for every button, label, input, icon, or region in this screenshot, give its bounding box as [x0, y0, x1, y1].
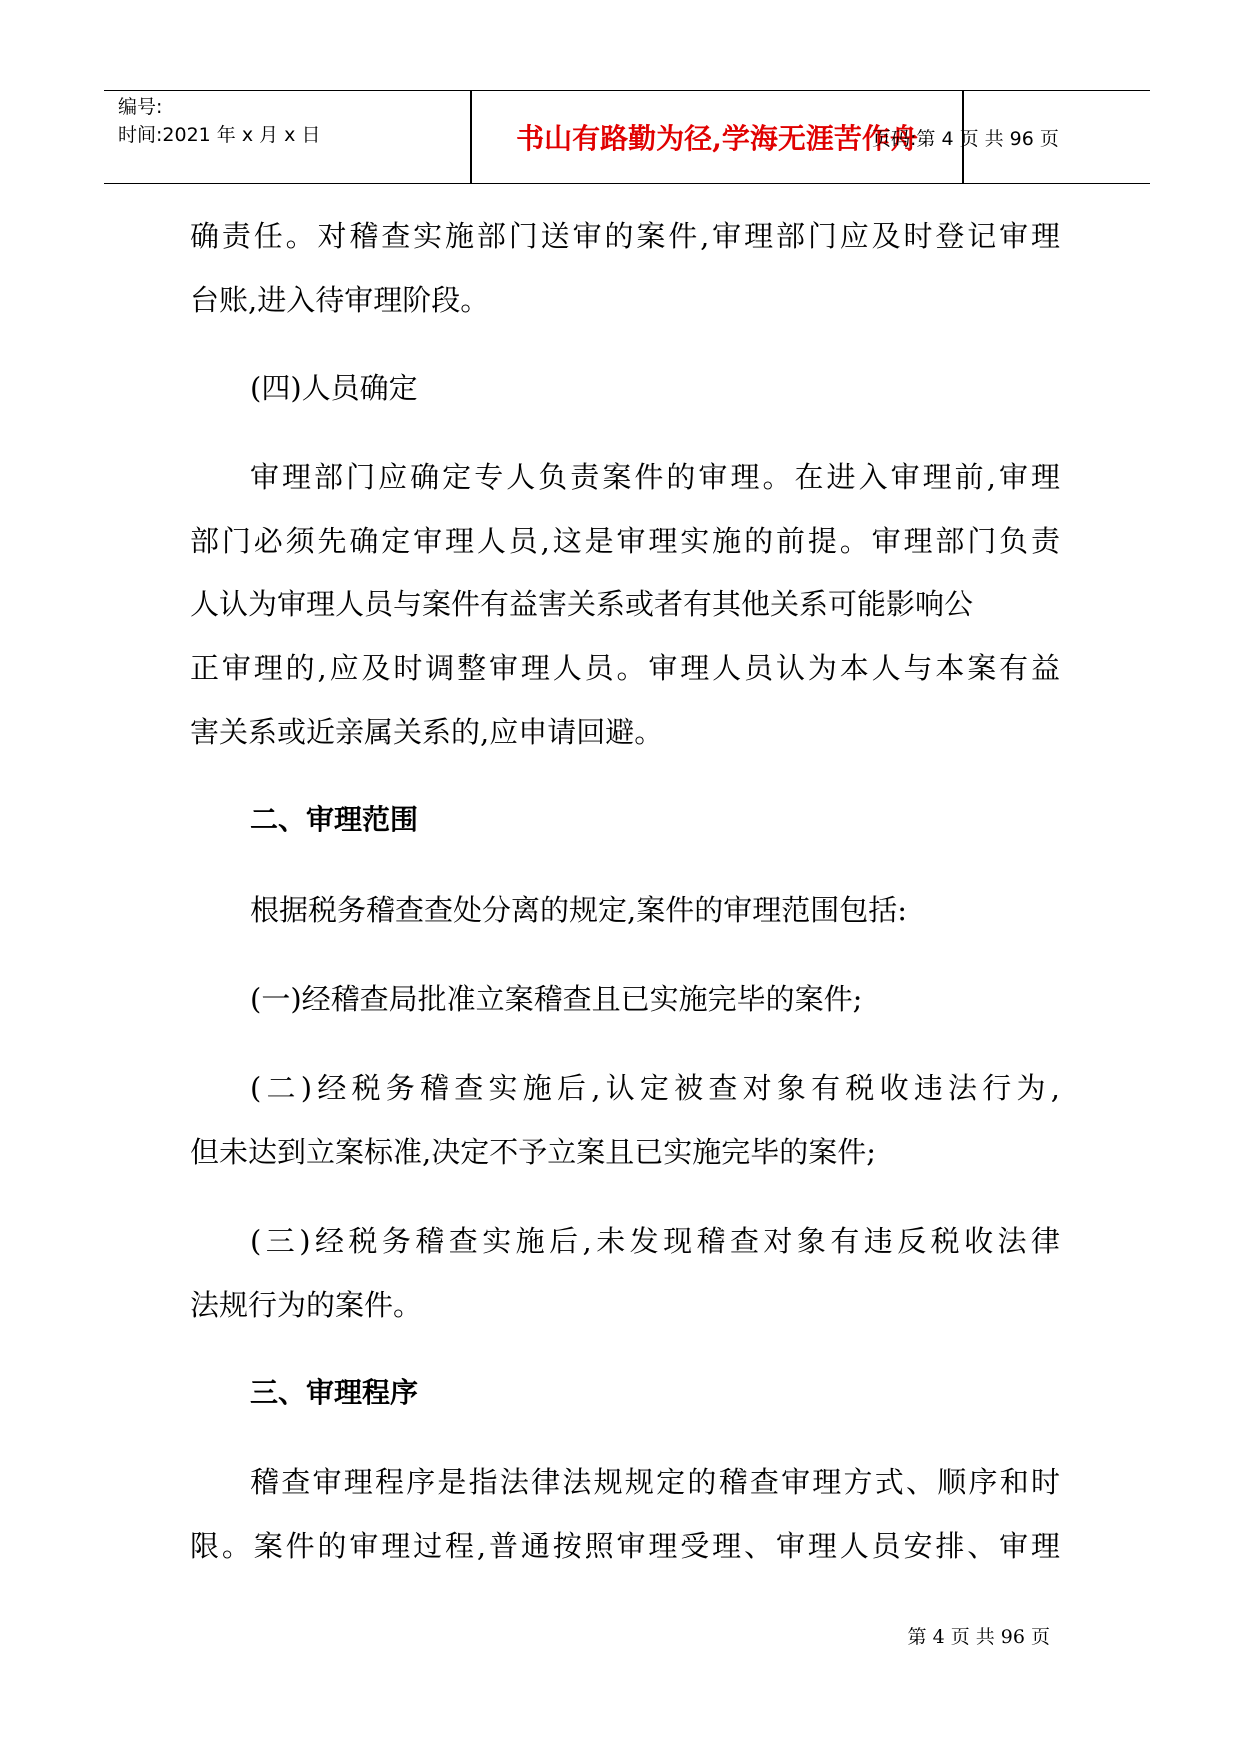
number-label: 编号:	[118, 96, 163, 118]
body-line: 根据税务稽查查处分离的规定,案件的审理范围包括:	[250, 893, 907, 927]
body-line: 部门必须先确定审理人员,这是审理实施的前提。审理部门负责	[190, 524, 1060, 558]
body-line: (三)经税务稽查实施后,未发现稽查对象有违反税收法律	[250, 1224, 1060, 1258]
body-line: (一)经稽查局批准立案稽查且已实施完毕的案件;	[250, 982, 863, 1016]
section-heading: 三、审理程序	[250, 1376, 419, 1409]
body-line: 正审理的,应及时调整审理人员。审理人员认为本人与本案有益	[190, 651, 1060, 685]
time-label: 时间:2021 年 x 月 x 日	[118, 124, 321, 146]
body-line: 害关系或近亲属关系的,应申请回避。	[190, 715, 664, 749]
subheading: (四)人员确定	[250, 371, 418, 405]
body-line: 确责任。对稽查实施部门送审的案件,审理部门应及时登记审理	[190, 219, 1060, 253]
body-line: 法规行为的案件。	[190, 1288, 423, 1322]
body-line: 台账,进入待审理阶段。	[190, 283, 490, 317]
page-footer: 第 4 页 共 96 页	[907, 1626, 1050, 1648]
body-line: 稽查审理程序是指法律法规规定的稽查审理方式、顺序和时	[250, 1465, 1060, 1499]
body-line: 但未达到立案标准,决定不予立案且已实施完毕的案件;	[190, 1135, 876, 1169]
page-header	[104, 90, 1150, 184]
body-line: 限。案件的审理过程,普通按照审理受理、审理人员安排、审理	[190, 1529, 1060, 1563]
header-meta	[118, 93, 320, 149]
body-line: 人认为审理人员与案件有益害关系或者有其他关系可能影响公	[190, 587, 974, 621]
section-heading: 二、审理范围	[250, 803, 419, 836]
header-motto: 书山有路勤为径,学海无涯苦作舟	[516, 122, 918, 155]
body-line: 审理部门应确定专人负责案件的审理。在进入审理前,审理	[250, 460, 1060, 494]
body-line: (二)经税务稽查实施后,认定被查对象有税收违法行为,	[250, 1071, 1060, 1105]
header-page-label: 页码:第 4 页 共 96 页	[872, 127, 1059, 150]
